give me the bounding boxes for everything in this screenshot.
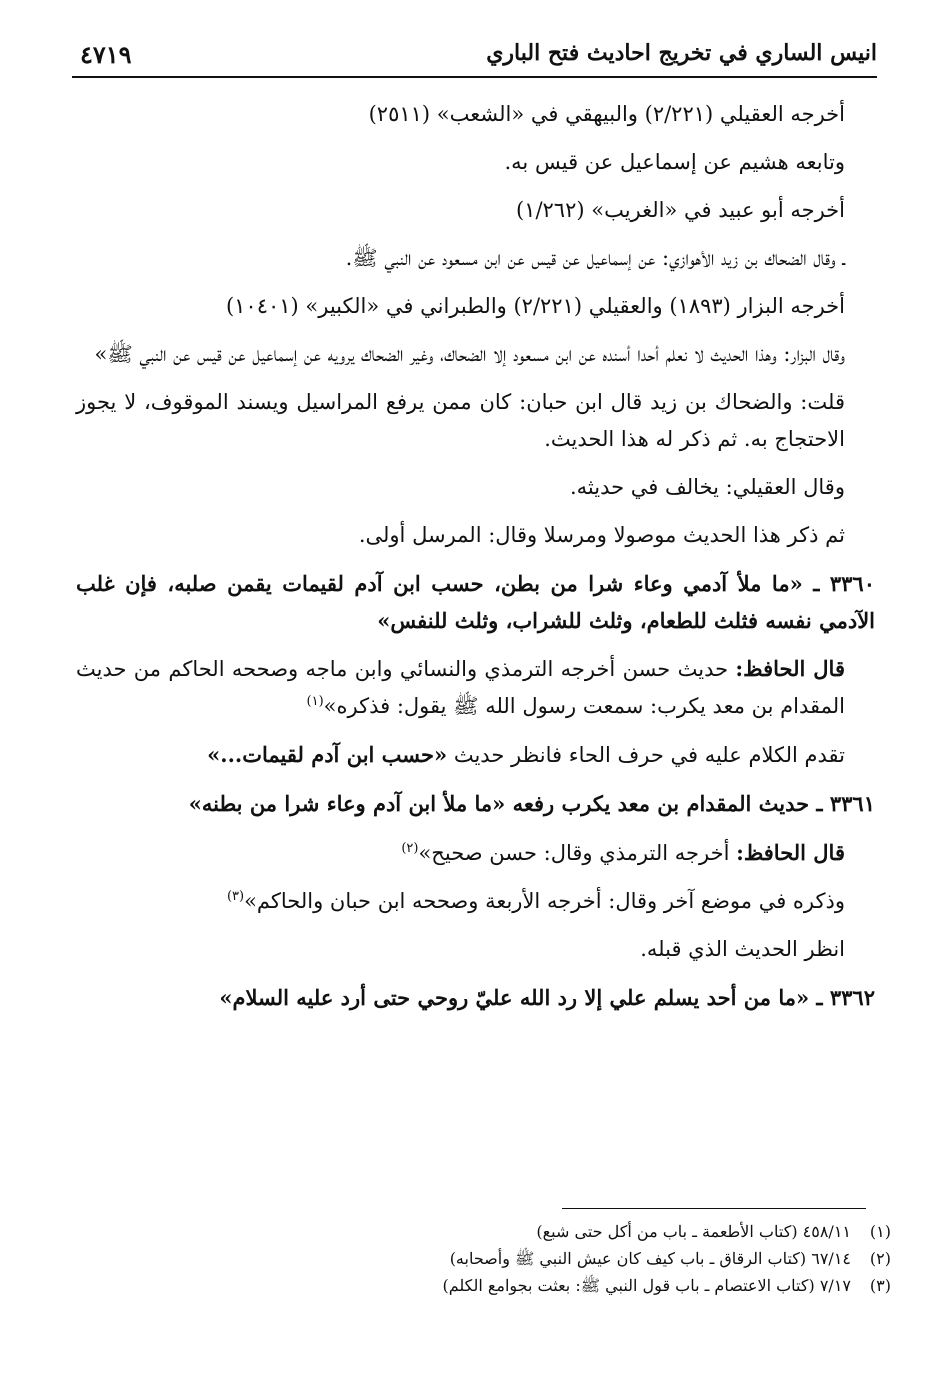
hadith-heading-3362: ٣٣٦٢ ـ «ما من أحد يسلم علي إلا رد الله عليّ روحي حتى أرد عليه السلام»	[219, 985, 875, 1010]
footnote-ref-3: (٣)	[226, 889, 245, 904]
footnote-text: ٦٧/١٤ (كتاب الرقاق ـ باب كيف كان عيش النبي ﷺ وأصحابه)	[449, 1249, 851, 1268]
running-header	[72, 38, 877, 78]
paragraph-bazzar-takhrij: أخرجه البزار (١٨٩٣) والعقيلي (٢/٢٢١) والطبراني في «الكبير» (١٠٤٠١)	[225, 294, 845, 318]
hadith-heading-3360: ٣٣٦٠ ـ «ما ملأ آدمي وعاء شرا من بطن، حسب ابن آدم لقيمات يقمن صلبه، فإن غلب الآدمي نفسه فثلث للطعام، وثلث للشراب، وثلث للنفس»	[76, 571, 875, 633]
paragraph-abu-ubayd: أخرجه أبو عبيد في «الغريب» (١/٢٦٢)	[515, 198, 845, 222]
paragraph-see-previous: انظر الحديث الذي قبله.	[640, 937, 845, 961]
hafiz-text-2: أخرجه الترمذي وقال: حسن صحيح»	[418, 841, 737, 865]
paragraph-takhrij-uqayli: أخرجه العقيلي (٢/٢٢١) والبيهقي في «الشعب» (٢٥١١)	[368, 102, 845, 126]
footnote-divider	[562, 1208, 866, 1209]
cross-ref-hadith: «حسب ابن آدم لقيمات...»	[207, 742, 448, 767]
paragraph-hafiz-3360	[76, 650, 875, 725]
footnote-number: (٣)	[869, 1276, 891, 1295]
paragraph-other-place	[76, 883, 875, 920]
footnote-ref-2: (٢)	[401, 841, 419, 856]
footnote-number: (٢)	[869, 1249, 891, 1268]
main-text	[76, 96, 875, 1027]
paragraph-bazzar-quote: وقال البزار: وهذا الحديث لا نعلم أحدا أسنده عن ابن مسعود إلا الضحاك، وغير الضحاك يرويه عن إسماعيل عن قيس عن النبي ﷺ»	[94, 342, 845, 366]
hadith-3361-prefix: ٣٣٦١ ـ حديث المقدام بن معد يكرب رفعه	[505, 791, 875, 816]
page-number: ٤٧١٩	[80, 40, 132, 69]
hafiz-label: قال الحافظ:	[735, 656, 845, 681]
footnotes	[76, 1218, 891, 1299]
other-place-text: وذكره في موضع آخر وقال: أخرجه الأربعة وصححه ابن حبان والحاكم»	[244, 889, 845, 913]
hadith-heading-3361	[76, 785, 875, 823]
hadith-3361-matn: «ما ملأ ابن آدم وعاء شرا من بطنه»	[188, 791, 506, 816]
footnote-ref-1: (١)	[306, 694, 324, 709]
footnote-1	[76, 1218, 891, 1245]
paragraph-hafiz-3361	[76, 834, 875, 872]
cross-ref-text: تقدم الكلام عليه في حرف الحاء فانظر حديث	[447, 743, 845, 767]
footnote-number: (١)	[869, 1222, 891, 1241]
footnote-3	[76, 1272, 891, 1299]
footnote-text: ٧/١٧ (كتاب الاعتصام ـ باب قول النبي ﷺ: بعثت بجوامع الكلم)	[442, 1276, 851, 1295]
footnote-2	[76, 1245, 891, 1272]
paragraph-cross-reference	[76, 736, 875, 774]
paragraph-ibn-hibban: قلت: والضحاك بن زيد قال ابن حبان: كان ممن يرفع المراسيل ويسند الموقوف، لا يجوز الاحتجاج به. ثم ذكر له هذا الحديث.	[76, 390, 845, 451]
paragraph-uqayli-note: وقال العقيلي: يخالف في حديثه.	[570, 475, 845, 499]
hafiz-text: حديث حسن أخرجه الترمذي والنسائي وابن ماجه وصححه الحاكم من حديث المقدام بن معد يكرب: سمعت رسول الله ﷺ يقول: فذكره»	[76, 657, 845, 718]
paragraph-mursal: ثم ذكر هذا الحديث موصولا ومرسلا وقال: المرسل أولى.	[358, 523, 845, 547]
footnote-text: ٤٥٨/١١ (كتاب الأطعمة ـ باب من أكل حتى شبع)	[536, 1222, 851, 1241]
hafiz-label-2: قال الحافظ:	[736, 840, 845, 865]
book-title: انيس الساري في تخريج احاديث فتح الباري	[486, 40, 877, 66]
paragraph-hushaym: وتابعه هشيم عن إسماعيل عن قيس به.	[504, 150, 845, 174]
paragraph-dahhak: ـ وقال الضحاك بن زيد الأهوازي: عن إسماعيل عن قيس عن ابن مسعود عن النبي ﷺ.	[345, 246, 845, 270]
